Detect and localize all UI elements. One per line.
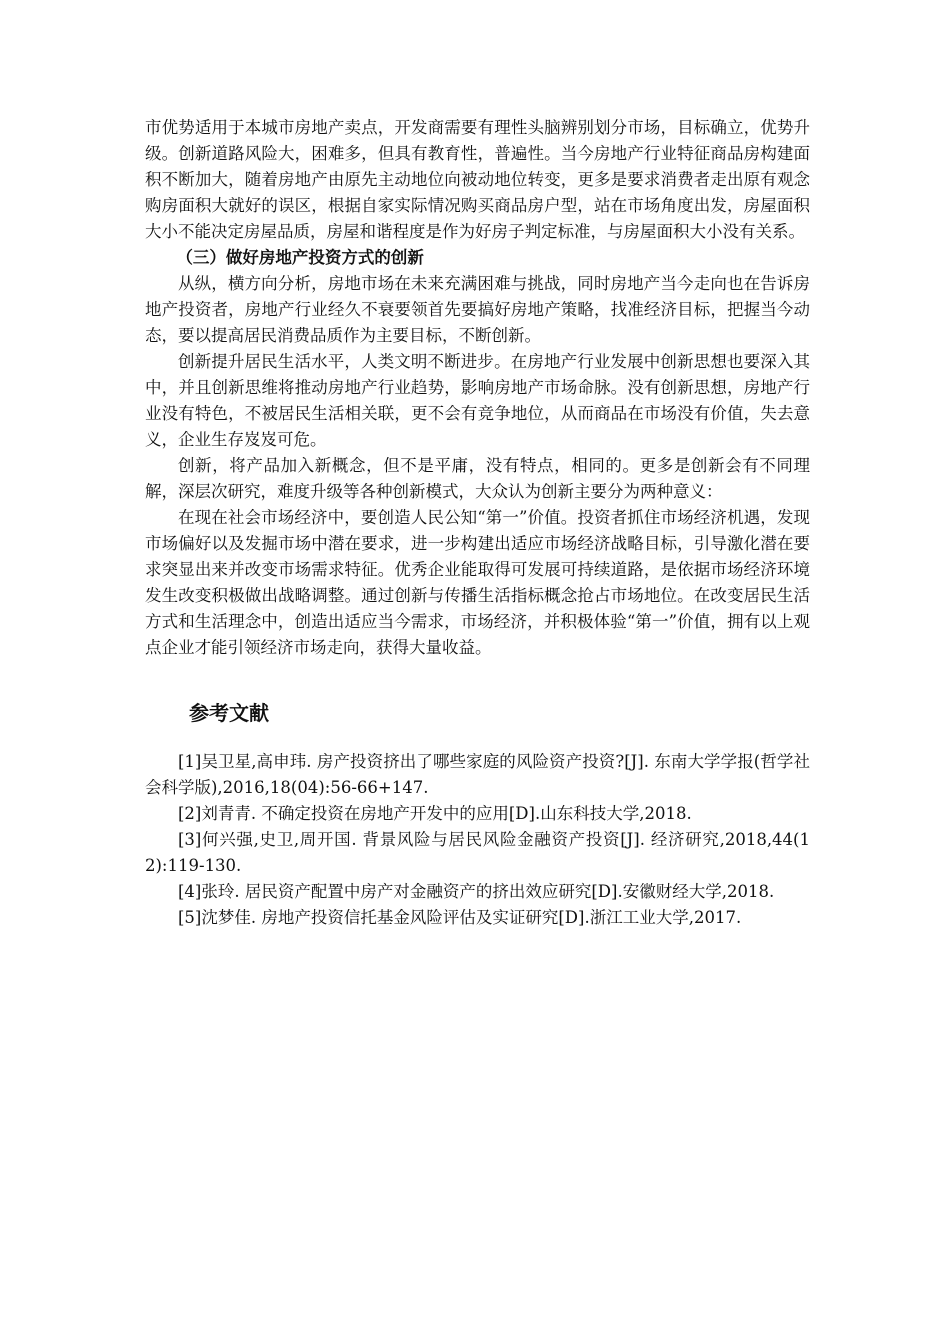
reference-item: [2]刘青青. 不确定投资在房地产开发中的应用[D].山东科技大学,2018. [178, 804, 692, 823]
reference-item: [1]吴卫星,高申玮. 房产投资挤出了哪些家庭的风险资产投资?[J]. 东南大学学报(哲学社会科学版),2016,18(04):56-66+147. [145, 752, 810, 797]
body-paragraph: 在现在社会市场经济中，要创造人民公知“第一”价值。投资者抓住市场经济机遇，发现市场偏好以及发掘市场中潜在要求，进一步构建出适应市场经济战略目标，引导激化潜在要求突显出来并改变市场需求特征。优秀企业能取得可发展可持续道路，是依据市场经济环境发生改变积极做出战略调整。通过创新与传播生活指标概念抢占市场地位。在改变居民生活方式和生活理念中，创造出适应当今需求，市场经济，并积极体验“第一”价值，拥有以上观点企业才能引领经济市场走向，获得大量收益。 [145, 508, 810, 657]
references-heading: 参考文献 [189, 701, 269, 725]
body-paragraph: 市优势适用于本城市房地产卖点，开发商需要有理性头脑辨别划分市场，目标确立，优势升级。创新道路风险大，困难多，但具有教育性，普遍性。当今房地产行业特征商品房构建面积不断加大，随着房地产由原先主动地位向被动地位转变，更多是要求消费者走出原有观念购房面积大就好的误区，根据自家实际情况购买商品房户型，站在市场角度出发，房屋面积大小不能决定房屋品质，房屋和谐程度是作为好房子判定标准，与房屋面积大小没有关系。 [145, 118, 810, 241]
reference-list [145, 749, 810, 931]
document-page [145, 115, 810, 931]
body-paragraph: 创新提升居民生活水平，人类文明不断进步。在房地产行业发展中创新思想也要深入其中，并且创新思维将推动房地产行业趋势，影响房地产市场命脉。没有创新思想，房地产行业没有特色，不被居民生活相关联，更不会有竞争地位，从而商品在市场没有价值，失去意义，企业生存岌岌可危。 [145, 352, 810, 449]
reference-item: [3]何兴强,史卫,周开国. 背景风险与居民风险金融资产投资[J]. 经济研究,2018,44(12):119-130. [145, 830, 810, 875]
section-heading: （三）做好房地产投资方式的创新 [176, 248, 424, 267]
reference-item: [5]沈梦佳. 房地产投资信托基金风险评估及实证研究[D].浙江工业大学,2017. [178, 908, 742, 927]
body-paragraph: 从纵，横方向分析，房地市场在未来充满困难与挑战，同时房地产当今走向也在告诉房地产投资者，房地产行业经久不衰要领首先要搞好房地产策略，找准经济目标，把握当今动态，要以提高居民消费品质作为主要目标，不断创新。 [145, 274, 810, 345]
reference-item: [4]张玲. 居民资产配置中房产对金融资产的挤出效应研究[D].安徽财经大学,2018. [178, 882, 775, 901]
body-paragraph: 创新，将产品加入新概念，但不是平庸，没有特点，相同的。更多是创新会有不同理解，深层次研究，难度升级等各种创新模式，大众认为创新主要分为两种意义： [145, 456, 810, 501]
